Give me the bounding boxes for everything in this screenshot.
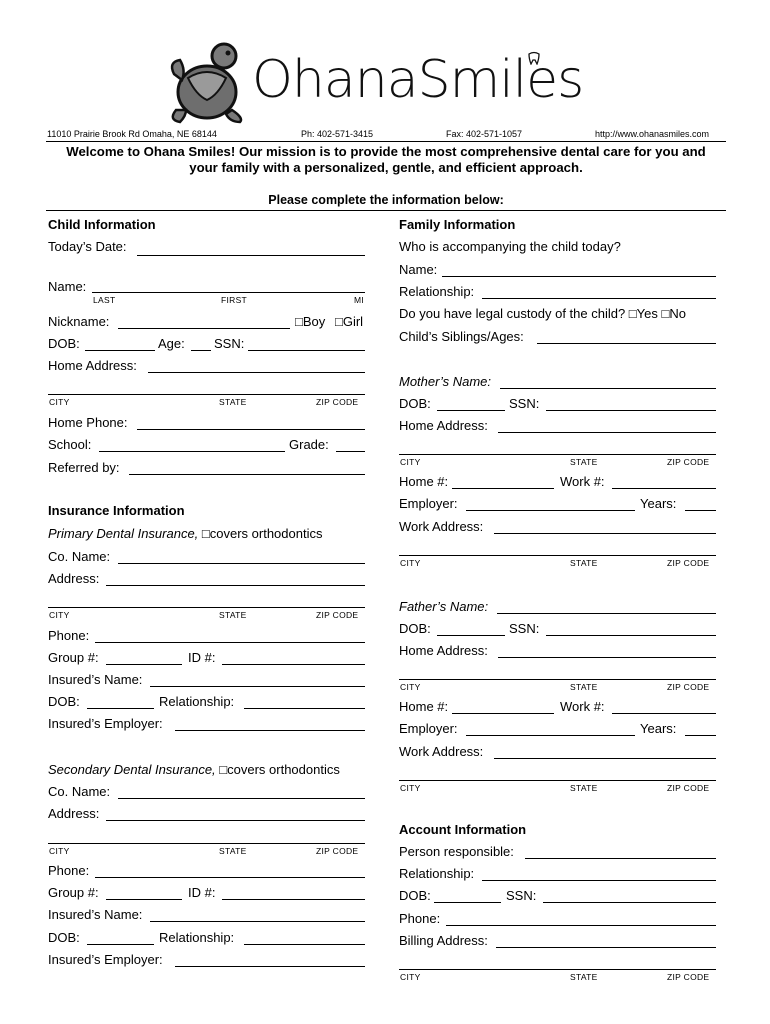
zip-caption: ZIP CODE: [667, 783, 710, 793]
father-home-num-label: Home #:: [399, 699, 449, 714]
header-divider: [46, 141, 726, 142]
age-field[interactable]: [191, 350, 211, 351]
insurance-info-heading: Insurance Information: [48, 503, 185, 518]
primary-group-field[interactable]: [106, 664, 182, 665]
mother-work-num-label: Work #:: [560, 474, 605, 489]
last-caption: LAST: [93, 295, 116, 305]
father-years-field[interactable]: [685, 735, 716, 736]
mother-home-address-label: Home Address:: [399, 418, 488, 433]
state-caption: STATE: [219, 397, 247, 407]
child-home-address-label: Home Address:: [48, 358, 137, 373]
age-label: Age:: [158, 336, 185, 351]
account-dob-field[interactable]: [434, 902, 501, 903]
account-phone-label: Phone:: [399, 911, 441, 926]
secondary-dob-field[interactable]: [87, 944, 154, 945]
primary-dob-label: DOB:: [48, 694, 80, 709]
primary-insured-employer-label: Insured’s Employer:: [48, 716, 163, 731]
primary-co-name-field[interactable]: [118, 563, 365, 564]
secondary-insurance-heading: [48, 762, 340, 777]
secondary-relationship-field[interactable]: [244, 944, 365, 945]
primary-insured-name-label: Insured’s Name:: [48, 672, 143, 687]
mission-line-1: Welcome to Ohana Smiles! Our mission is to provide the most comprehensive dental care for you and: [66, 144, 706, 159]
city-caption: CITY: [49, 610, 70, 620]
account-info-heading: Account Information: [399, 822, 527, 837]
secondary-insured-employer-label: Insured’s Employer:: [48, 952, 163, 967]
siblings-label: Child’s Siblings/Ages:: [399, 329, 524, 344]
primary-address-field[interactable]: [106, 585, 365, 586]
secondary-id-label: ID #:: [188, 885, 216, 900]
accompany-name-field[interactable]: [442, 276, 716, 277]
secondary-insured-employer-field[interactable]: [175, 966, 365, 967]
secondary-dob-label: DOB:: [48, 930, 80, 945]
primary-insurance-label: Primary Dental Insurance,: [48, 526, 199, 541]
father-address-line2-field[interactable]: [399, 679, 716, 680]
primary-insurance-heading: [48, 526, 322, 541]
state-caption: STATE: [570, 457, 598, 467]
secondary-address-line2-field[interactable]: [48, 843, 365, 844]
child-address-line2-field[interactable]: [48, 394, 365, 395]
grade-field[interactable]: [336, 451, 365, 452]
tooth-icon: [527, 51, 541, 65]
account-dob-label: DOB:: [399, 888, 431, 903]
mother-employer-field[interactable]: [466, 510, 635, 511]
city-caption: CITY: [49, 846, 70, 856]
grade-label: Grade:: [289, 437, 329, 452]
city-caption: CITY: [400, 457, 421, 467]
girl-checkbox[interactable]: □Girl: [335, 314, 364, 329]
account-relationship-field[interactable]: [482, 880, 716, 881]
billing-address-label: Billing Address:: [399, 933, 488, 948]
mother-dob-label: DOB:: [399, 396, 431, 411]
accompanying-question: Who is accompanying the child today?: [399, 239, 621, 254]
clinic-website-link[interactable]: http://www.ohanasmiles.com: [595, 129, 710, 139]
zip-caption: ZIP CODE: [667, 457, 710, 467]
state-caption: STATE: [570, 682, 598, 692]
person-responsible-label: Person responsible:: [399, 844, 514, 859]
account-phone-field[interactable]: [446, 925, 716, 926]
school-field[interactable]: [99, 451, 285, 452]
zip-caption: ZIP CODE: [667, 682, 710, 692]
section-divider: [46, 210, 726, 211]
mother-ssn-label: SSN:: [509, 396, 540, 411]
home-phone-label: Home Phone:: [48, 415, 128, 430]
city-caption: CITY: [400, 972, 421, 982]
mi-caption: MI: [354, 295, 365, 305]
city-caption: CITY: [49, 397, 70, 407]
mother-years-label: Years:: [640, 496, 677, 511]
account-ssn-field[interactable]: [543, 902, 716, 903]
primary-covers-ortho-checkbox[interactable]: □covers orthodontics: [201, 526, 323, 541]
todays-date-field[interactable]: [137, 255, 365, 256]
fathers-name-label: Father’s Name:: [399, 599, 489, 614]
referred-by-field[interactable]: [129, 474, 365, 475]
father-dob-field[interactable]: [437, 635, 505, 636]
secondary-insurance-label: Secondary Dental Insurance,: [48, 762, 216, 777]
mother-dob-field[interactable]: [437, 410, 505, 411]
zip-caption: ZIP CODE: [316, 397, 359, 407]
father-work-num-field[interactable]: [612, 713, 716, 714]
mother-home-num-field[interactable]: [452, 488, 554, 489]
secondary-address-field[interactable]: [106, 820, 365, 821]
father-employer-label: Employer:: [399, 721, 458, 736]
zip-caption: ZIP CODE: [667, 558, 710, 568]
turtle-logo-icon: [166, 40, 248, 124]
child-dob-label: DOB:: [48, 336, 80, 351]
clinic-fax: Fax: 402-571-1057: [446, 129, 523, 139]
mother-employer-label: Employer:: [399, 496, 458, 511]
billing-address-line2-field[interactable]: [399, 969, 716, 970]
clinic-address: 11010 Prairie Brook Rd Omaha, NE 68144: [47, 129, 217, 139]
secondary-relationship-label: Relationship:: [159, 930, 235, 945]
child-home-address-field[interactable]: [148, 372, 365, 373]
mother-work-address-line2-field[interactable]: [399, 555, 716, 556]
brand-logo-text: OhanaSmiles: [252, 50, 584, 110]
mother-address-line2-field[interactable]: [399, 454, 716, 455]
zip-caption: ZIP CODE: [667, 972, 710, 982]
home-phone-field[interactable]: [137, 429, 365, 430]
state-caption: STATE: [570, 558, 598, 568]
secondary-co-name-label: Co. Name:: [48, 784, 111, 799]
father-home-num-field[interactable]: [452, 713, 554, 714]
child-dob-field[interactable]: [85, 350, 155, 351]
primary-insured-employer-field[interactable]: [175, 730, 365, 731]
accompany-relationship-label: Relationship:: [399, 284, 475, 299]
mission-statement: [46, 144, 726, 176]
family-info-heading: Family Information: [399, 217, 516, 232]
school-label: School:: [48, 437, 92, 452]
accompany-relationship-field[interactable]: [482, 298, 716, 299]
mothers-name-field[interactable]: [500, 388, 716, 389]
child-ssn-label: SSN:: [214, 336, 245, 351]
primary-phone-label: Phone:: [48, 628, 90, 643]
state-caption: STATE: [570, 972, 598, 982]
first-caption: FIRST: [221, 295, 248, 305]
mother-home-num-label: Home #:: [399, 474, 449, 489]
father-ssn-field[interactable]: [546, 635, 716, 636]
siblings-field[interactable]: [537, 343, 716, 344]
city-caption: CITY: [400, 783, 421, 793]
nickname-field[interactable]: [118, 328, 290, 329]
secondary-id-field[interactable]: [222, 899, 365, 900]
father-years-label: Years:: [640, 721, 677, 736]
father-work-address-line2-field[interactable]: [399, 780, 716, 781]
primary-phone-field[interactable]: [95, 642, 365, 643]
secondary-phone-field[interactable]: [95, 877, 365, 878]
primary-dob-field[interactable]: [87, 708, 154, 709]
father-work-address-label: Work Address:: [399, 744, 484, 759]
child-name-label: Name:: [48, 279, 87, 294]
mother-work-num-field[interactable]: [612, 488, 716, 489]
primary-co-name-label: Co. Name:: [48, 549, 111, 564]
nickname-label: Nickname:: [48, 314, 110, 329]
secondary-insured-name-field[interactable]: [150, 921, 365, 922]
primary-relationship-label: Relationship:: [159, 694, 235, 709]
custody-question[interactable]: Do you have legal custody of the child? □Yes □No: [399, 306, 686, 321]
mission-line-2: your family with a personalized, gentle, and efficient approach.: [189, 160, 583, 175]
boy-checkbox[interactable]: □Boy: [295, 314, 326, 329]
secondary-phone-label: Phone:: [48, 863, 90, 878]
primary-id-label: ID #:: [188, 650, 216, 665]
mother-ssn-field[interactable]: [546, 410, 716, 411]
father-ssn-label: SSN:: [509, 621, 540, 636]
mother-years-field[interactable]: [685, 510, 716, 511]
secondary-insured-name-label: Insured’s Name:: [48, 907, 143, 922]
instructions: Please complete the information below:: [268, 193, 504, 207]
primary-group-label: Group #:: [48, 650, 99, 665]
child-name-field[interactable]: [92, 292, 365, 293]
father-employer-field[interactable]: [466, 735, 635, 736]
city-caption: CITY: [400, 682, 421, 692]
primary-relationship-field[interactable]: [244, 708, 365, 709]
mother-home-address-field[interactable]: [498, 432, 716, 433]
child-ssn-field[interactable]: [248, 350, 365, 351]
secondary-address-label: Address:: [48, 806, 100, 821]
zip-caption: ZIP CODE: [316, 846, 359, 856]
todays-date-label: Today’s Date:: [48, 239, 127, 254]
referred-by-label: Referred by:: [48, 460, 120, 475]
accompany-name-label: Name:: [399, 262, 438, 277]
father-home-address-label: Home Address:: [399, 643, 488, 658]
mother-work-address-field[interactable]: [494, 533, 716, 534]
secondary-group-field[interactable]: [106, 899, 182, 900]
father-home-address-field[interactable]: [498, 657, 716, 658]
primary-address-label: Address:: [48, 571, 100, 586]
mothers-name-label: Mother’s Name:: [399, 374, 491, 389]
secondary-group-label: Group #:: [48, 885, 99, 900]
state-caption: STATE: [219, 846, 247, 856]
secondary-co-name-field[interactable]: [118, 798, 365, 799]
secondary-covers-ortho-checkbox[interactable]: □covers orthodontics: [219, 762, 340, 777]
primary-id-field[interactable]: [222, 664, 365, 665]
mother-work-address-label: Work Address:: [399, 519, 484, 534]
primary-insured-name-field[interactable]: [150, 686, 365, 687]
father-dob-label: DOB:: [399, 621, 431, 636]
account-relationship-label: Relationship:: [399, 866, 475, 881]
child-info-heading: Child Information: [48, 217, 156, 232]
person-responsible-field[interactable]: [525, 858, 716, 859]
fathers-name-field[interactable]: [497, 613, 716, 614]
state-caption: STATE: [570, 783, 598, 793]
father-work-address-field[interactable]: [494, 758, 716, 759]
zip-caption: ZIP CODE: [316, 610, 359, 620]
primary-address-line2-field[interactable]: [48, 607, 365, 608]
state-caption: STATE: [219, 610, 247, 620]
city-caption: CITY: [400, 558, 421, 568]
account-ssn-label: SSN:: [506, 888, 537, 903]
billing-address-field[interactable]: [496, 947, 716, 948]
clinic-phone: Ph: 402-571-3415: [301, 129, 374, 139]
father-work-num-label: Work #:: [560, 699, 605, 714]
